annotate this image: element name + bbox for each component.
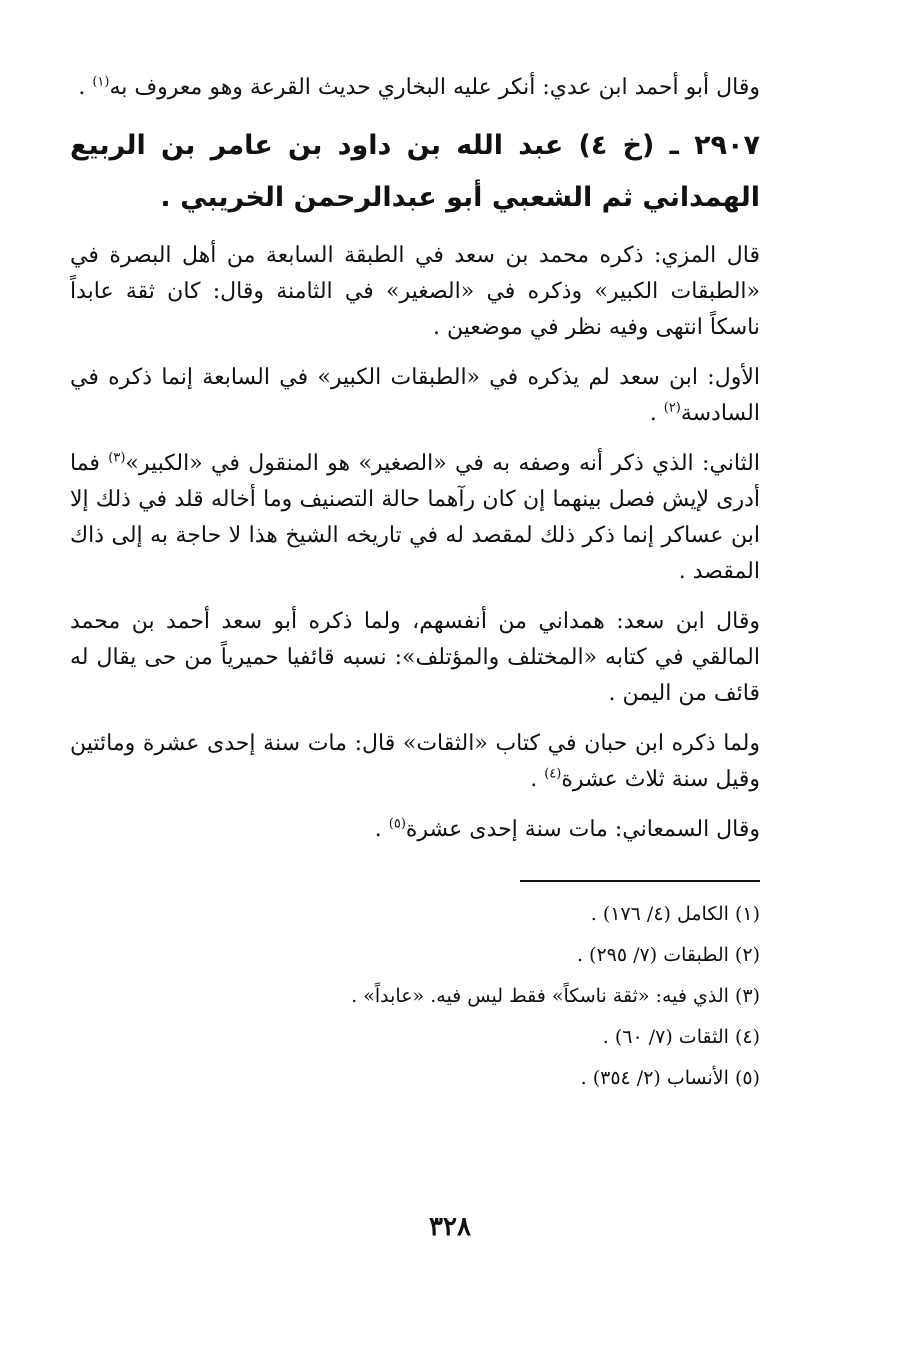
intro-text: وقال أبو أحمد ابن عدي: أنكر عليه البخاري حديث القرعة وهو معروف به	[109, 75, 760, 100]
second-point-paragraph	[70, 446, 760, 590]
intro-paragraph	[70, 70, 760, 106]
footnote-ref-5[interactable]: (٥)	[388, 816, 406, 832]
ibn-hibban-paragraph	[70, 726, 760, 798]
footnote-ref-1[interactable]: (١)	[92, 74, 110, 90]
ibn-hibban-text: ولما ذكره ابن حبان في كتاب «الثقات» قال: مات سنة إحدى عشرة ومائتين وقيل سنة ثلاث عشرة	[70, 731, 760, 792]
samani-text: وقال السمعاني: مات سنة إحدى عشرة	[405, 817, 760, 842]
first-point-end: .	[649, 401, 664, 426]
footnote-divider	[520, 880, 760, 882]
page-number: ٣٢٨	[429, 1212, 471, 1242]
footnote-5: (٥) الأنساب (٢/ ٣٥٤) .	[580, 1067, 760, 1089]
second-point-text-b: فما أدرى لإيش فصل بينهما إن كان رآهما حالة التصنيف وما أخاله قلد في ذلك إلا ابن عساكر إنما ذكر ذلك لمقصد له في تاريخه الشيخ هذا لا حاجة به إلى ذاك المقصد .	[70, 451, 760, 584]
first-point-text: الأول: ابن سعد لم يذكره في «الطبقات الكبير» في السابعة إنما ذكره في السادسة	[70, 365, 760, 426]
footnotes	[70, 902, 760, 1090]
second-point-text-a: الثاني: الذي ذكر أنه وصفه به في «الصغير» هو المنقول في «الكبير»	[125, 451, 760, 476]
intro-end: .	[78, 75, 93, 100]
entry-heading: ٢٩٠٧ ـ (خ ٤) عبد الله بن داود بن عامر بن الربيع الهمداني ثم الشعبي أبو عبدالرحمن الخريبي .	[70, 130, 760, 213]
footnote-3: (٣) الذي فيه: «ثقة ناسكاً» فقط ليس فيه. «عابداً» .	[351, 985, 760, 1007]
samani-paragraph	[70, 812, 760, 848]
footnote-2: (٢) الطبقات (٧/ ٢٩٥) .	[576, 944, 760, 966]
first-point-paragraph	[70, 360, 760, 432]
ibn-saad-paragraph: وقال ابن سعد: همداني من أنفسهم، ولما ذكره أبو سعد أحمد بن محمد المالقي في كتابه «المختلف والمؤتلف»: نسبه قائفيا حميرياً من حى يقال له قائف من اليمن .	[70, 609, 760, 706]
footnote-ref-3[interactable]: (٣)	[108, 450, 126, 466]
samani-end: .	[374, 817, 389, 842]
footnote-1: (١) الكامل (٤/ ١٧٦) .	[590, 903, 760, 925]
footnote-ref-4[interactable]: (٤)	[544, 766, 562, 782]
mizzi-paragraph: قال المزي: ذكره محمد بن سعد في الطبقة السابعة من أهل البصرة في «الطبقات الكبير» وذكره في «الصغير» في الثامنة وقال: كان ثقة عابداً ناسكاً انتهى وفيه نظر في موضعين .	[70, 243, 760, 340]
ibn-hibban-end: .	[530, 767, 545, 792]
footnote-ref-2[interactable]: (٢)	[663, 400, 681, 416]
footnote-4: (٤) الثقات (٧/ ٦٠) .	[602, 1026, 760, 1048]
